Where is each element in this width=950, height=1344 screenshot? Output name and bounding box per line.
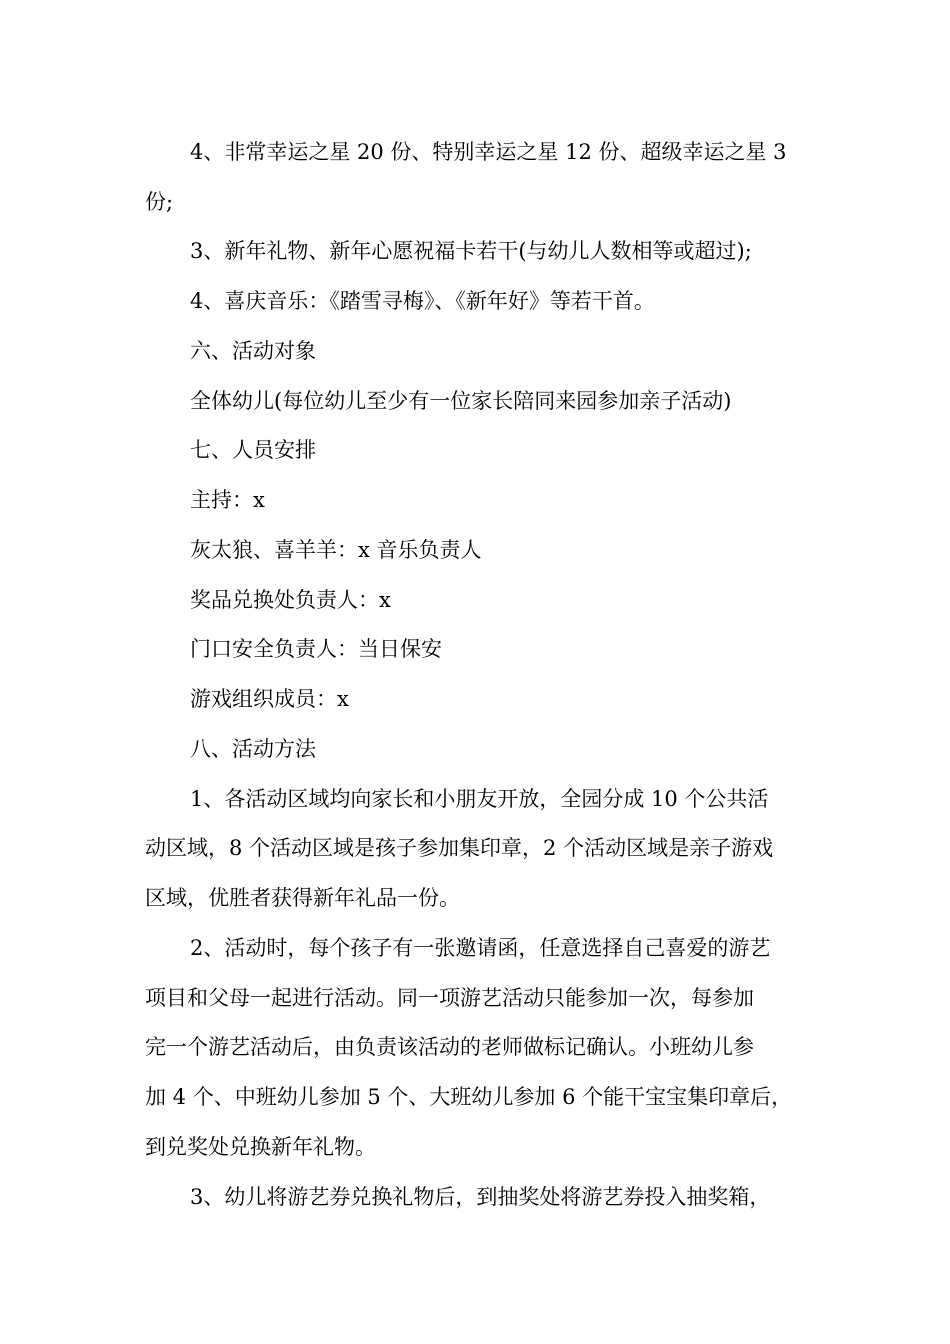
text-line: 奖品兑换处负责人：x: [190, 588, 391, 612]
text-line: 4、喜庆音乐：《踏雪寻梅》、《新年好》等若干首。: [190, 289, 655, 313]
text-line: 门口安全负责人：当日保安: [190, 637, 442, 661]
text-line: 项目和父母一起进行活动。同一项游艺活动只能参加一次，每参加: [145, 986, 754, 1010]
text-line: 4、非常幸运之星 20 份、特别幸运之星 12 份、超级幸运之星 3: [190, 140, 787, 164]
text-line: 到兑奖处兑换新年礼物。: [145, 1135, 376, 1159]
text-line: 2、活动时，每个孩子有一张邀请函，任意选择自己喜爱的游艺: [190, 936, 771, 960]
section-heading: 六、活动对象: [190, 339, 316, 363]
text-line: 1、各活动区域均向家长和小朋友开放，全园分成 10 个公共活: [190, 787, 769, 811]
section-heading: 七、人员安排: [190, 438, 316, 462]
text-line: 区域，优胜者获得新年礼品一份。: [145, 886, 460, 910]
text-line: 加 4 个、中班幼儿参加 5 个、大班幼儿参加 6 个能干宝宝集印章后，: [145, 1085, 793, 1109]
text-line: 灰太狼、喜羊羊：x 音乐负责人: [190, 538, 482, 562]
text-line: 主持：x: [190, 488, 265, 512]
text-line: 动区域，8 个活动区域是孩子参加集印章，2 个活动区域是亲子游戏: [145, 836, 774, 860]
text-line: 3、幼儿将游艺券兑换礼物后，到抽奖处将游艺券投入抽奖箱，: [190, 1185, 771, 1209]
text-line: 全体幼儿(每位幼儿至少有一位家长陪同来园参加亲子活动): [190, 389, 732, 413]
text-line: 3、新年礼物、新年心愿祝福卡若干(与幼儿人数相等或超过);: [190, 239, 752, 263]
text-line: 游戏组织成员：x: [190, 687, 349, 711]
section-heading: 八、活动方法: [190, 737, 316, 761]
text-line: 完一个游艺活动后，由负责该活动的老师做标记确认。小班幼儿参: [145, 1035, 754, 1059]
text-line: 份;: [145, 190, 174, 214]
